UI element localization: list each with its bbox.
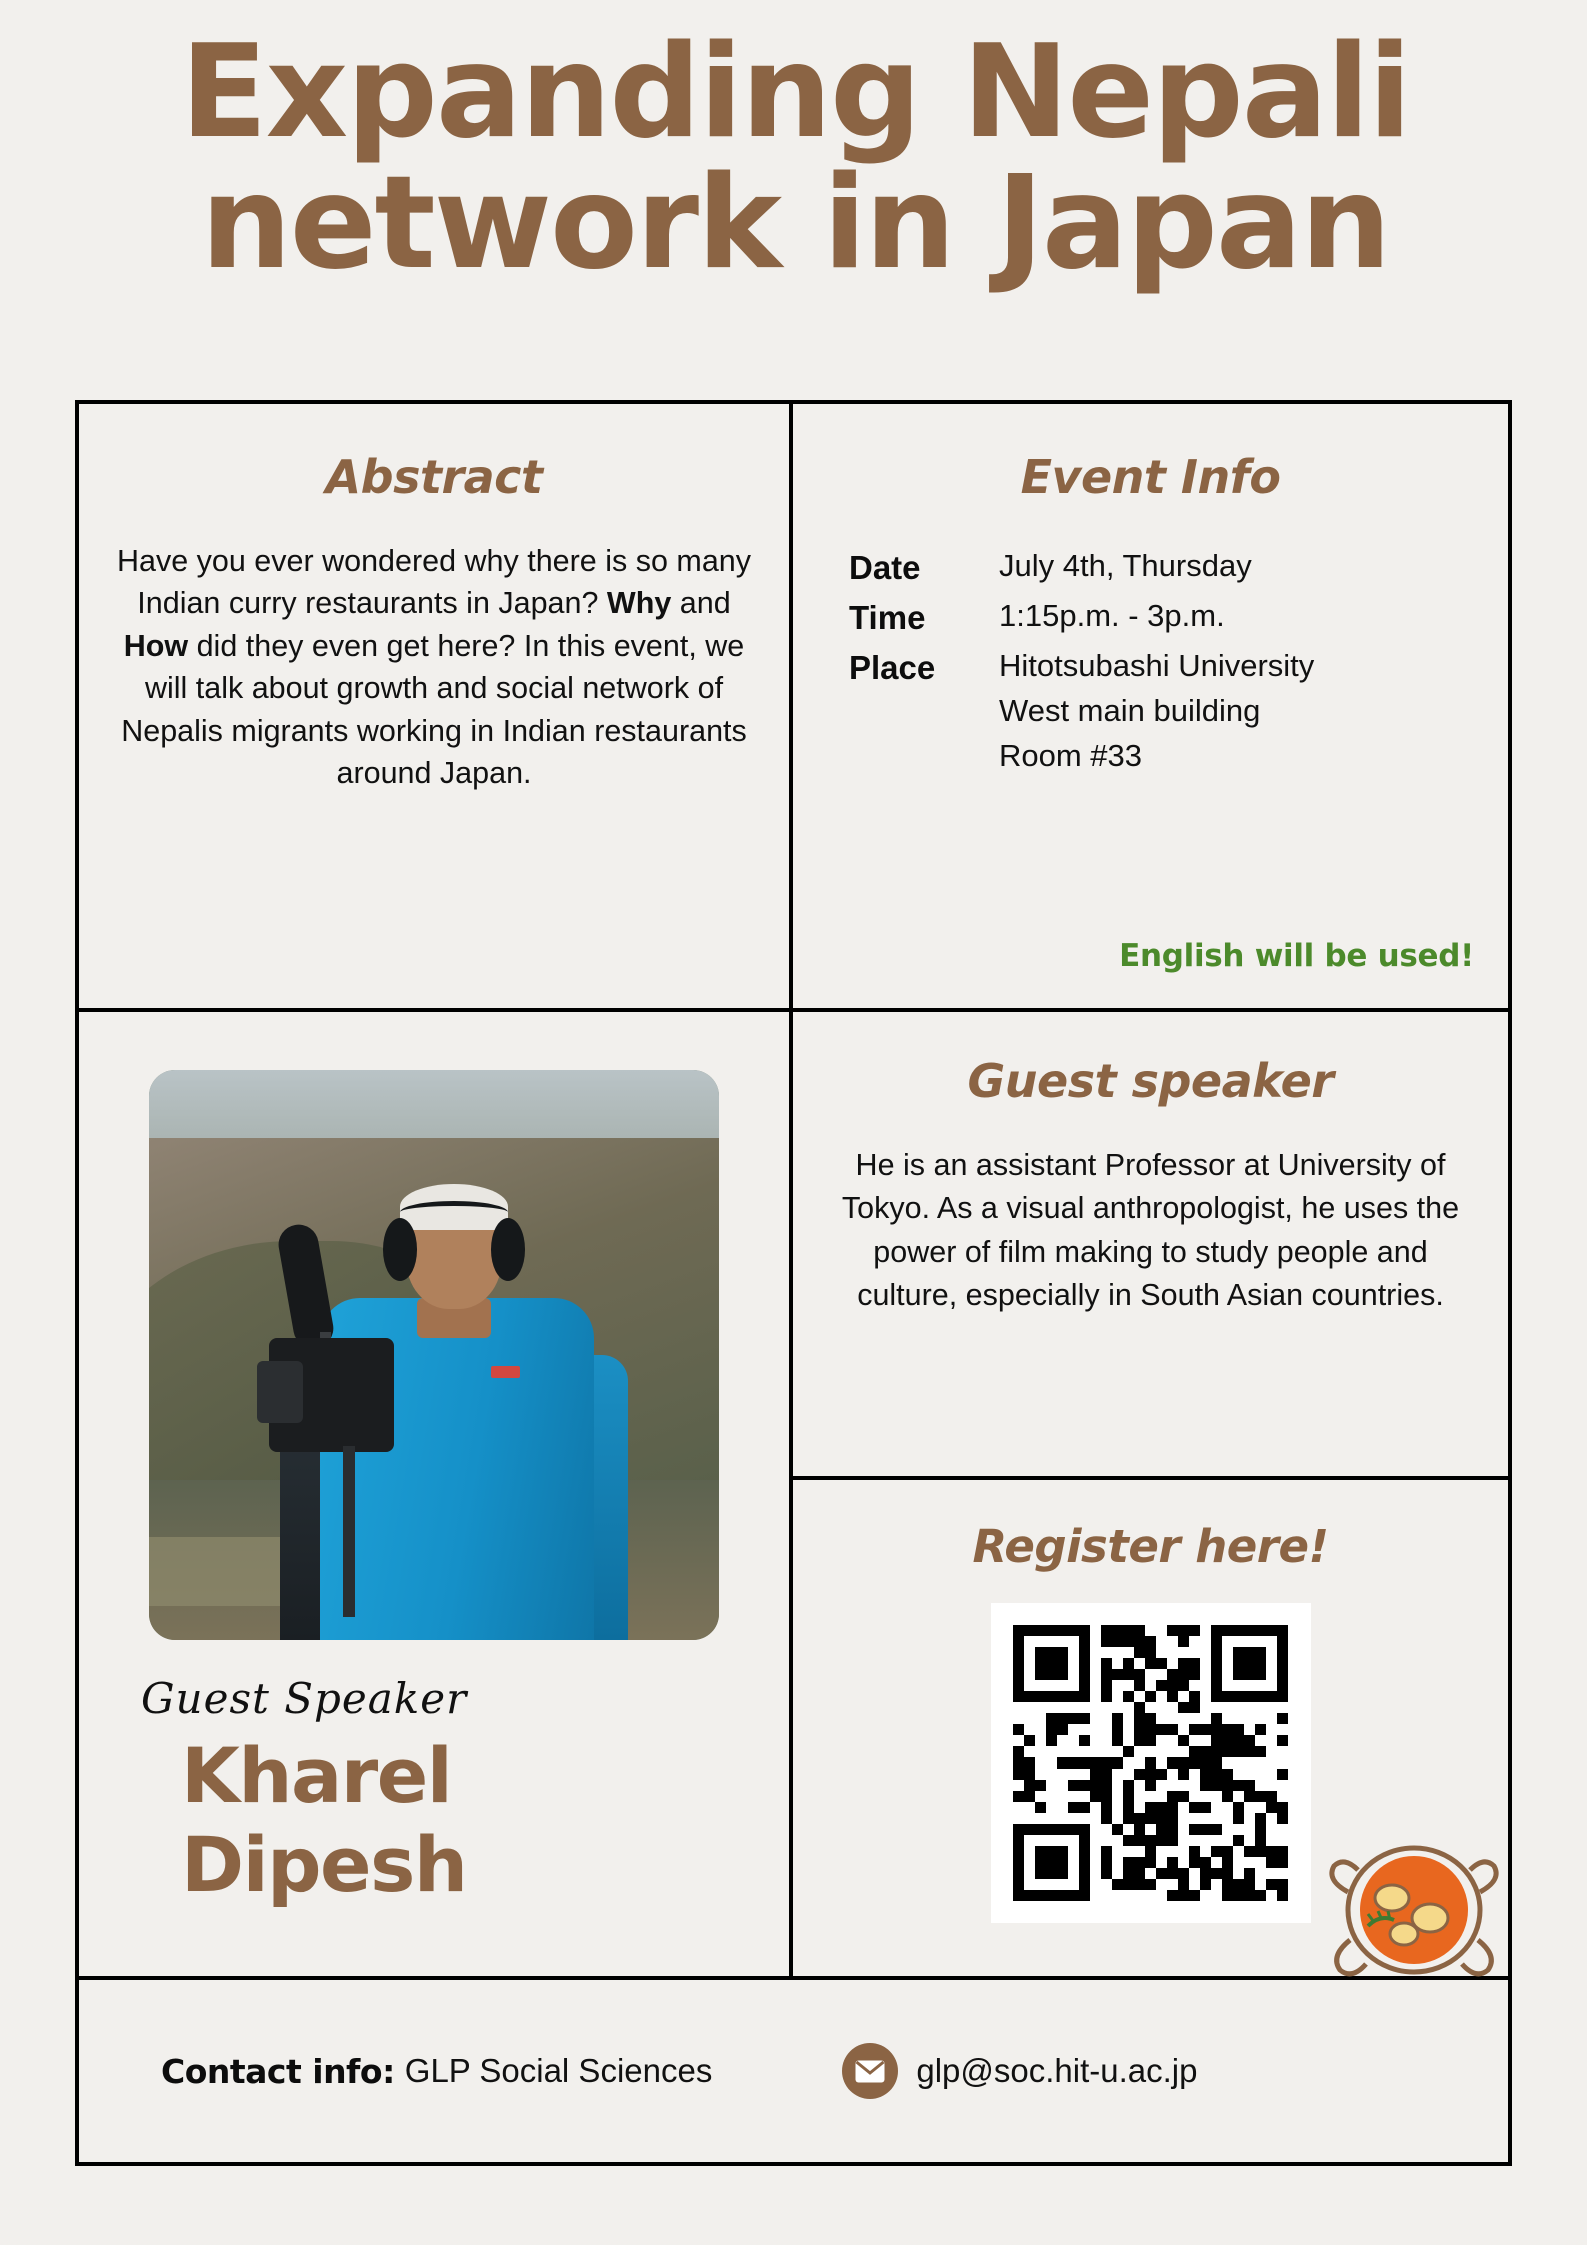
- contact-email: glp@soc.hit-u.ac.jp: [916, 2052, 1198, 2089]
- contact-info-value: GLP Social Sciences: [404, 2052, 713, 2089]
- speaker-photo-cell: [79, 1012, 793, 1976]
- place-line-3: Room #33: [999, 737, 1143, 773]
- title-line-1: Expanding Nepali: [180, 18, 1410, 167]
- qr-code-modules: [1013, 1625, 1289, 1901]
- guest-speaker-heading: Guest speaker: [967, 1054, 1334, 1108]
- photo-headphone-band: [400, 1201, 508, 1224]
- abstract-body-part-3: did they even get here? In this event, we will talk about growth and social network of Nepalis migrants working in Indian restaurants around Japan.: [121, 628, 747, 790]
- photo-headphone-left: [383, 1218, 417, 1281]
- register-heading: Register here!: [972, 1520, 1329, 1573]
- footer-cell: [79, 1980, 1508, 2162]
- event-info-label-place: Place: [849, 648, 936, 686]
- guest-speaker-script-label: Guest Speaker: [141, 1674, 468, 1723]
- event-info-value-place: [999, 644, 1474, 779]
- guest-speaker-cell: [793, 1012, 1508, 1480]
- abstract-heading: Abstract: [325, 450, 543, 504]
- english-language-note: English will be used!: [1119, 938, 1474, 974]
- curry-pot-icon: [1314, 1814, 1514, 1994]
- grid-row-top: [79, 404, 1508, 1012]
- event-info-value-time: 1:15p.m. - 3p.m.: [999, 597, 1225, 633]
- abstract-cell: [79, 404, 793, 1008]
- event-info-label-date: Date: [849, 549, 921, 586]
- event-info-heading: Event Info: [1020, 450, 1281, 504]
- abstract-bold-how: How: [123, 628, 189, 663]
- place-line-2: West main building: [999, 692, 1261, 728]
- photo-tripod: [343, 1446, 356, 1617]
- abstract-body: [113, 540, 755, 794]
- place-line-1: Hitotsubashi University: [999, 647, 1315, 683]
- guest-speaker-bio: He is an assistant Professor at University of Tokyo. As a visual anthropologist, he uses the power of film making to study people and culture, especially in South Asian countries.: [841, 1148, 1460, 1312]
- event-info-value-date: July 4th, Thursday: [999, 548, 1252, 583]
- abstract-body-part-2: and: [671, 586, 731, 621]
- abstract-bold-why: Why: [606, 586, 672, 621]
- speaker-name-block: [119, 1674, 749, 1909]
- registration-qr-code[interactable]: [991, 1603, 1311, 1923]
- guest-speaker-name: Kharel Dipesh: [181, 1731, 467, 1909]
- email-group[interactable]: [842, 2043, 1197, 2099]
- contact-info-label: Contact info:: [161, 2051, 395, 2091]
- grid-row-bottom: [79, 1012, 1508, 1980]
- guest-speaker-photo: [149, 1070, 719, 1640]
- event-info-table: [849, 544, 1474, 779]
- event-info-label-time: Time: [849, 598, 926, 636]
- envelope-icon: [842, 2043, 898, 2099]
- photo-camera-lens: [257, 1361, 303, 1424]
- register-cell: [793, 1480, 1508, 1976]
- event-info-cell: [793, 404, 1508, 1008]
- page-title: [70, 18, 1520, 298]
- title-line-2: network in Japan: [200, 148, 1390, 298]
- right-column: [793, 1012, 1508, 1976]
- photo-headphone-right: [491, 1218, 525, 1281]
- content-grid: [75, 400, 1512, 2166]
- footer-inner: [79, 1980, 1508, 2162]
- photo-jacket-logo: [491, 1366, 520, 1377]
- abstract-body-part-1: Have you ever wondered why there is so many Indian curry restaurants in Japan?: [116, 544, 752, 621]
